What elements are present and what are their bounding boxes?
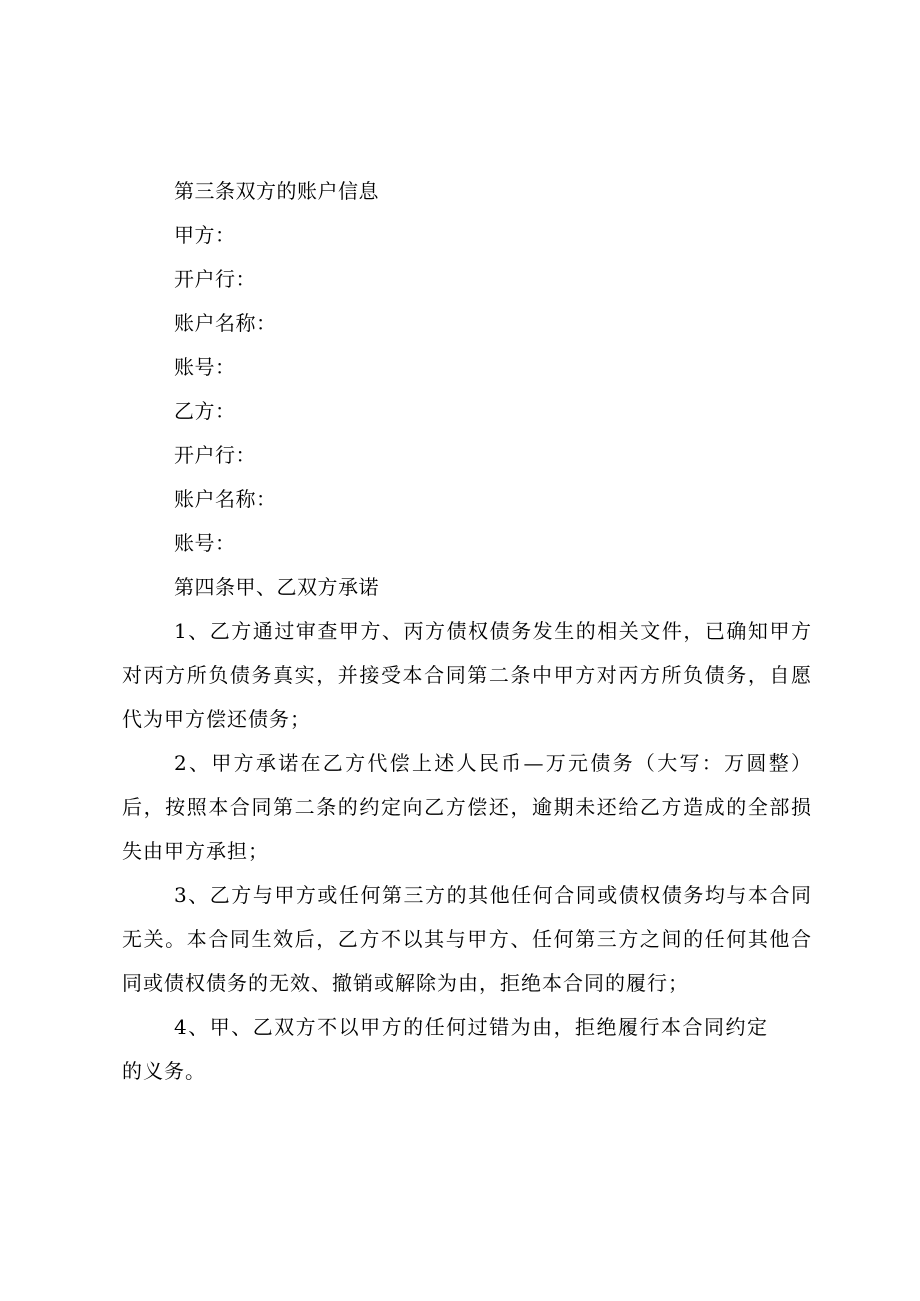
clause-4: 4、甲、乙双方不以甲方的任何过错为由，拒绝履行本合同约定的义务。 <box>122 1015 768 1083</box>
party-a-label: 甲方： <box>174 223 236 247</box>
clause-3: 3、乙方与甲方或任何第三方的其他任何合同或债权债务均与本合同无关。本合同生效后，乙方不以其与甲方、任何第三方之间的任何其他合同或债权债务的无效、撤销或解除为由，拒绝本合同的履行； <box>122 883 812 995</box>
party-a-account-no: 账号： <box>174 355 236 379</box>
clause-2: 2、甲方承诺在乙方代偿上述人民币—万元债务（大写：万圆整）后，按照本合同第二条的约定向乙方偿还，逾期未还给乙方造成的全部损失由甲方承担； <box>122 751 812 863</box>
party-b-account-name: 账户名称： <box>174 487 277 511</box>
party-b-label: 乙方： <box>174 399 236 423</box>
document-body <box>122 169 812 1093</box>
article3-heading: 第三条双方的账户信息 <box>174 179 379 203</box>
party-b-bank: 开户行： <box>174 443 256 467</box>
party-a-bank: 开户行： <box>174 267 256 291</box>
clause-1: 1、乙方通过审查甲方、丙方债权债务发生的相关文件，已确知甲方对丙方所负债务真实，并接受本合同第二条中甲方对丙方所负债务，自愿代为甲方偿还债务； <box>122 619 812 731</box>
party-a-account-name: 账户名称： <box>174 311 277 335</box>
party-b-account-no: 账号： <box>174 531 236 555</box>
article4-heading: 第四条甲、乙双方承诺 <box>174 575 379 599</box>
